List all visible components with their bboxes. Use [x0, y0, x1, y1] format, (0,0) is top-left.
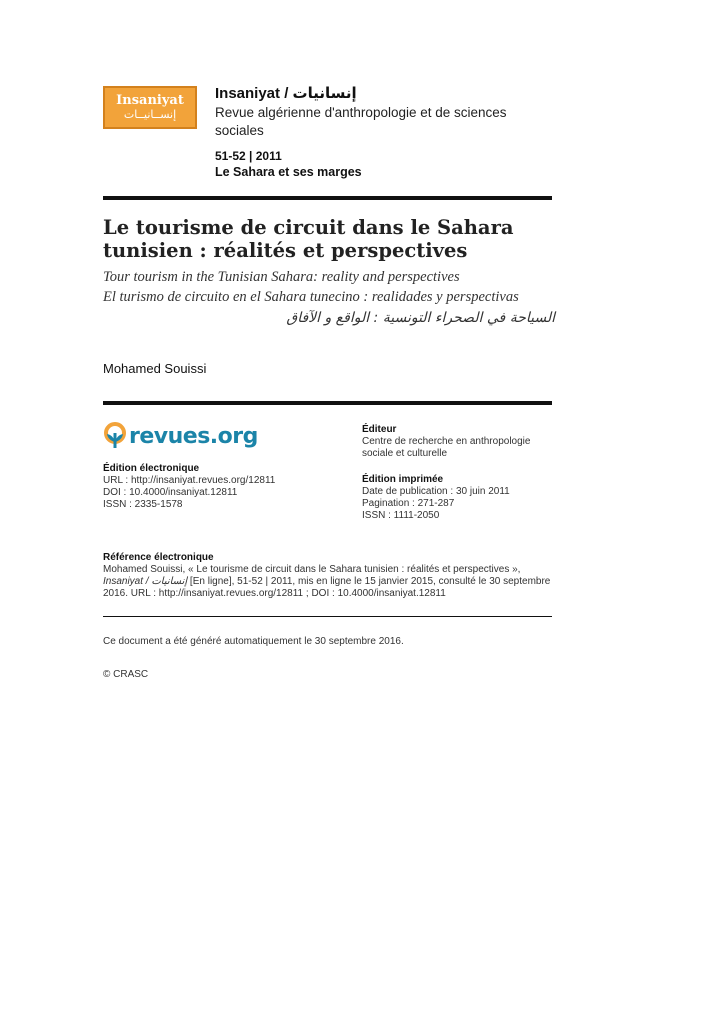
electronic-reference: [103, 552, 555, 600]
article-titles: [103, 216, 555, 329]
issue-info: [215, 149, 362, 180]
pagination: Pagination : 271-287: [362, 498, 455, 509]
edition-electronique-block: [103, 463, 275, 511]
insaniyat-logo: [103, 86, 197, 129]
journal-header: [215, 84, 535, 140]
middle-divider: [103, 401, 552, 405]
reference-label: Référence électronique: [103, 552, 214, 563]
generated-notice: Ce document a été généré automatiquement le 30 septembre 2016.: [103, 636, 404, 647]
author-name: Mohamed Souissi: [103, 361, 207, 376]
logo-latin-text: Insaniyat: [116, 92, 184, 108]
editeur-label: Éditeur: [362, 424, 397, 435]
reference-text: [103, 564, 555, 600]
editeur-name: Centre de recherche en anthropologie sociale et culturelle: [362, 436, 531, 459]
edition-imprimee-label: Édition imprimée: [362, 474, 444, 485]
article-title-es: El turismo de circuito en el Sahara tunecino : realidades y perspectivas: [103, 289, 519, 305]
reference-divider: [103, 616, 552, 617]
editeur-block: [362, 424, 552, 460]
electronic-issn: ISSN : 2335-1578: [103, 499, 183, 510]
edition-imprimee-block: [362, 474, 510, 522]
issue-number: 51-52 | 2011: [215, 149, 282, 163]
revues-org-logo: [103, 422, 258, 450]
journal-title: Insaniyat / إنسانيات: [215, 85, 357, 102]
issue-theme: Le Sahara et ses marges: [215, 165, 362, 179]
article-title-fr: Le tourisme de circuit dans le Sahara tunisien : réalités et perspectives: [103, 216, 514, 262]
edition-electronique-label: Édition électronique: [103, 463, 200, 474]
journal-subtitle: Revue algérienne d'anthropologie et de sciences sociales: [215, 105, 507, 138]
publication-date: Date de publication : 30 juin 2011: [362, 486, 510, 497]
print-issn: ISSN : 1111-2050: [362, 510, 440, 521]
revues-leaf-icon: [103, 422, 127, 450]
reference-part-1: Mohamed Souissi, « Le tourisme de circuit dans le Sahara tunisien : réalités et perspectives »,: [103, 564, 521, 575]
article-url[interactable]: URL : http://insaniyat.revues.org/12811: [103, 475, 276, 486]
copyright: © CRASC: [103, 669, 149, 680]
revues-brand-text: revues.org: [129, 423, 258, 449]
logo-arabic-text: إنســانيــات: [123, 107, 177, 121]
article-doi: DOI : 10.4000/insaniyat.12811: [103, 487, 238, 498]
article-title-en: Tour tourism in the Tunisian Sahara: reality and perspectives: [103, 269, 460, 285]
reference-part-2: [En ligne], 51-52 | 2011, mis en ligne le 15 janvier 2015, consulté le 30 septembre 2016. URL : http://insaniyat.revues.org/12811 ; DOI : 10.4000/insaniyat.12811: [103, 576, 551, 599]
article-title-ar: السياحة في الصحراء التونسية : الواقع و الآفاق: [286, 310, 555, 326]
top-divider: [103, 196, 552, 200]
reference-journal: Insaniyat / إنسانيات: [103, 576, 188, 587]
